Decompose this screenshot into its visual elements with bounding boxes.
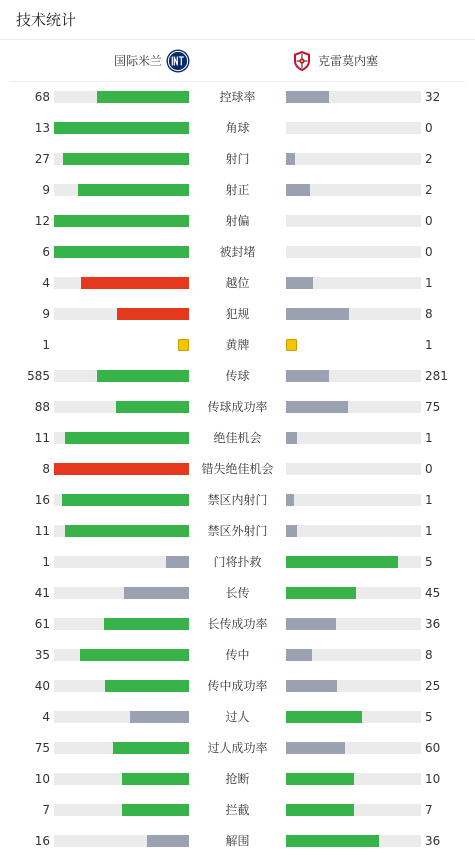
inter-milan-crest-icon	[166, 49, 190, 73]
home-stat-bar-track	[54, 215, 189, 227]
stat-row	[0, 516, 475, 547]
stat-label: 长传	[225, 586, 250, 600]
stat-label: 传中成功率	[207, 679, 268, 693]
home-stat-bar-fill	[117, 308, 189, 320]
stat-row	[0, 144, 475, 175]
stat-label: 禁区内射门	[207, 493, 268, 507]
away-stat-bar-fill	[286, 277, 313, 289]
home-stat-value: 8	[42, 462, 50, 476]
home-team-name: 国际米兰	[113, 54, 162, 68]
away-stat-value: 7	[425, 803, 433, 817]
away-stat-value: 0	[425, 462, 433, 476]
stat-row	[0, 237, 475, 268]
stat-row	[0, 454, 475, 485]
home-stat-bar-track	[54, 308, 189, 320]
away-stat-bar-fill	[286, 370, 329, 382]
home-stat-bar-track	[54, 742, 189, 754]
stat-row	[0, 175, 475, 206]
away-stat-bar-fill	[286, 308, 349, 320]
away-stat-bar-fill	[286, 494, 294, 506]
away-stat-bar-track	[286, 680, 421, 692]
away-stat-bar-track	[286, 432, 421, 444]
away-stat-bar-fill	[286, 649, 312, 661]
home-stat-value: 585	[27, 369, 50, 383]
yellow-card-icon	[286, 339, 297, 351]
home-stat-value: 1	[42, 338, 50, 352]
away-stat-bar-track	[286, 773, 421, 785]
stat-row	[0, 640, 475, 671]
stat-row	[0, 361, 475, 392]
home-stat-bar-fill	[80, 649, 189, 661]
away-stat-bar-track	[286, 122, 421, 134]
away-stat-bar-track	[286, 246, 421, 258]
home-stat-bar-track	[54, 587, 189, 599]
home-stat-bar-track	[54, 153, 189, 165]
stat-row	[0, 826, 475, 857]
home-stat-bar-fill	[104, 618, 189, 630]
home-stat-bar-fill	[122, 804, 190, 816]
stat-row	[0, 299, 475, 330]
away-stat-bar-fill	[286, 401, 348, 413]
home-stat-bar-fill	[54, 215, 189, 227]
home-stat-value: 13	[34, 121, 50, 135]
home-stat-bar-fill	[65, 432, 189, 444]
stat-label: 被封堵	[219, 245, 256, 259]
home-stat-bar-track	[54, 804, 189, 816]
yellow-card-icon	[178, 339, 189, 351]
away-team-name: 克雷莫内塞	[318, 54, 379, 68]
away-stat-bar-track	[286, 587, 421, 599]
home-stat-value: 11	[34, 524, 50, 538]
home-stat-bar-fill	[130, 711, 189, 723]
away-stat-value: 0	[425, 121, 433, 135]
away-stat-bar-fill	[286, 525, 297, 537]
away-stat-bar-fill	[286, 773, 354, 785]
away-stat-bar-track	[286, 370, 421, 382]
home-stat-bar-fill	[116, 401, 189, 413]
teams-header	[0, 40, 475, 82]
home-stat-bar-fill	[113, 742, 189, 754]
home-stat-value: 41	[34, 586, 50, 600]
away-stat-bar-fill	[286, 556, 398, 568]
home-stat-bar-fill	[124, 587, 189, 599]
away-stat-bar-track	[286, 277, 421, 289]
away-stat-value: 8	[425, 307, 433, 321]
stat-row	[0, 547, 475, 578]
stat-label: 错失绝佳机会	[201, 462, 274, 476]
stat-row	[0, 485, 475, 516]
away-stat-value: 1	[425, 431, 433, 445]
away-stat-bar-track	[286, 711, 421, 723]
home-stat-bar-fill	[54, 463, 189, 475]
stat-row	[0, 702, 475, 733]
home-stat-value: 9	[42, 307, 50, 321]
away-stat-value: 45	[425, 586, 441, 600]
home-stat-bar-fill	[122, 773, 190, 785]
away-stat-value: 0	[425, 214, 433, 228]
home-stat-bar-track	[54, 835, 189, 847]
away-stat-bar-fill	[286, 618, 336, 630]
home-stat-bar-track	[54, 401, 189, 413]
stat-row	[0, 578, 475, 609]
stat-label: 拦截	[225, 803, 250, 817]
away-stat-value: 1	[425, 493, 433, 507]
home-stat-value: 4	[42, 276, 50, 290]
stat-row	[0, 795, 475, 826]
away-stat-value: 1	[425, 338, 433, 352]
stat-label: 控球率	[219, 90, 256, 104]
home-stat-bar-track	[54, 432, 189, 444]
stat-label: 犯规	[225, 307, 250, 321]
stat-label: 过人	[225, 710, 250, 724]
away-team[interactable]	[290, 49, 378, 73]
stat-label: 射正	[225, 183, 250, 197]
home-stat-bar-track	[54, 277, 189, 289]
away-stat-value: 75	[425, 400, 441, 414]
home-stat-bar-track	[54, 711, 189, 723]
home-stat-bar-fill	[147, 835, 189, 847]
away-stat-bar-fill	[286, 804, 354, 816]
home-stat-bar-fill	[54, 122, 189, 134]
stat-label: 射门	[225, 152, 250, 166]
away-stat-bar-fill	[286, 587, 356, 599]
stat-row	[0, 330, 475, 361]
home-stat-bar-fill	[54, 246, 189, 258]
stat-row	[0, 609, 475, 640]
home-stat-value: 40	[34, 679, 50, 693]
away-stat-bar-track	[286, 835, 421, 847]
away-stat-bar-track	[286, 91, 421, 103]
stat-row	[0, 764, 475, 795]
stat-row	[0, 733, 475, 764]
stat-label: 绝佳机会	[213, 431, 262, 445]
away-stat-value: 2	[425, 152, 433, 166]
home-stat-value: 1	[42, 555, 50, 569]
home-stat-bar-fill	[105, 680, 189, 692]
home-stat-bar-track	[54, 525, 189, 537]
home-stat-value: 7	[42, 803, 50, 817]
page-title: 技术统计	[16, 11, 77, 29]
home-stat-bar-track	[54, 370, 189, 382]
away-stat-value: 36	[425, 834, 441, 848]
away-stat-value: 60	[425, 741, 441, 755]
home-stat-value: 4	[42, 710, 50, 724]
stats-list	[0, 82, 475, 857]
stat-row	[0, 392, 475, 423]
stat-label: 传球	[225, 369, 250, 383]
away-stat-bar-fill	[286, 153, 295, 165]
home-stat-bar-fill	[81, 277, 189, 289]
away-stat-bar-track	[286, 215, 421, 227]
home-team[interactable]	[114, 49, 190, 73]
stat-label: 黄牌	[225, 338, 250, 352]
stat-label: 抢断	[225, 772, 250, 786]
away-stat-bar-track	[286, 525, 421, 537]
away-stat-value: 25	[425, 679, 441, 693]
home-stat-bar-track	[54, 680, 189, 692]
stat-label: 射偏	[225, 214, 250, 228]
home-stat-value: 9	[42, 183, 50, 197]
away-stat-bar-track	[286, 153, 421, 165]
stat-label: 解围	[225, 834, 250, 848]
away-stat-bar-track	[286, 649, 421, 661]
home-stat-bar-track	[54, 649, 189, 661]
away-stat-value: 5	[425, 555, 433, 569]
home-stat-bar-fill	[63, 153, 189, 165]
home-stat-value: 61	[34, 617, 50, 631]
home-stat-value: 16	[34, 834, 50, 848]
away-stat-bar-track	[286, 618, 421, 630]
home-stat-value: 88	[34, 400, 50, 414]
home-stat-value: 12	[34, 214, 50, 228]
home-stat-value: 10	[34, 772, 50, 786]
stat-label: 过人成功率	[207, 741, 268, 755]
home-stat-value: 27	[34, 152, 50, 166]
home-stat-bar-fill	[97, 370, 189, 382]
away-stat-bar-fill	[286, 742, 345, 754]
away-stat-bar-track	[286, 184, 421, 196]
stat-label: 长传成功率	[207, 617, 268, 631]
home-stat-bar-track	[54, 91, 189, 103]
home-stat-bar-fill	[166, 556, 189, 568]
away-stat-value: 32	[425, 90, 441, 104]
stat-label: 传中	[225, 648, 250, 662]
home-stat-value: 75	[34, 741, 50, 755]
home-stat-bar-fill	[65, 525, 189, 537]
away-stat-bar-fill	[286, 711, 362, 723]
stat-label: 传球成功率	[207, 400, 268, 414]
away-stat-bar-track	[286, 463, 421, 475]
home-stat-bar-fill	[97, 91, 189, 103]
away-stat-value: 281	[425, 369, 448, 383]
home-stat-bar-track	[54, 246, 189, 258]
home-stat-bar-fill	[62, 494, 189, 506]
away-stat-bar-fill	[286, 91, 329, 103]
away-stat-value: 8	[425, 648, 433, 662]
away-stat-bar-track	[286, 401, 421, 413]
stat-row	[0, 206, 475, 237]
home-stat-value: 16	[34, 493, 50, 507]
home-stat-bar-track	[54, 556, 189, 568]
away-stat-value: 2	[425, 183, 433, 197]
home-stat-bar-track	[54, 463, 189, 475]
away-stat-bar-fill	[286, 184, 310, 196]
away-stat-bar-track	[286, 308, 421, 320]
cremonese-crest-icon	[290, 49, 314, 73]
stat-label: 越位	[225, 276, 250, 290]
stat-row	[0, 113, 475, 144]
away-stat-value: 1	[425, 276, 433, 290]
away-stat-bar-fill	[286, 835, 379, 847]
away-stat-bar-track	[286, 742, 421, 754]
stat-label: 禁区外射门	[207, 524, 268, 538]
away-stat-bar-fill	[286, 432, 297, 444]
home-stat-bar-track	[54, 184, 189, 196]
home-stat-value: 11	[34, 431, 50, 445]
home-stat-bar-track	[54, 122, 189, 134]
stat-label: 角球	[225, 121, 250, 135]
home-stat-bar-fill	[78, 184, 189, 196]
home-stat-value: 35	[34, 648, 50, 662]
away-stat-value: 5	[425, 710, 433, 724]
stat-row	[0, 671, 475, 702]
away-stat-value: 10	[425, 772, 441, 786]
home-stat-value: 68	[34, 90, 50, 104]
away-stat-value: 0	[425, 245, 433, 259]
away-stat-value: 1	[425, 524, 433, 538]
stat-row	[0, 423, 475, 454]
stat-row	[0, 268, 475, 299]
home-stat-bar-track	[54, 618, 189, 630]
away-stat-bar-track	[286, 804, 421, 816]
home-stat-value: 6	[42, 245, 50, 259]
away-stat-bar-track	[286, 556, 421, 568]
away-stat-value: 36	[425, 617, 441, 631]
home-stat-bar-track	[54, 494, 189, 506]
stat-label: 门将扑救	[213, 555, 262, 569]
away-stat-bar-track	[286, 494, 421, 506]
home-stat-bar-track	[54, 773, 189, 785]
away-stat-bar-fill	[286, 680, 337, 692]
stat-row	[0, 82, 475, 113]
